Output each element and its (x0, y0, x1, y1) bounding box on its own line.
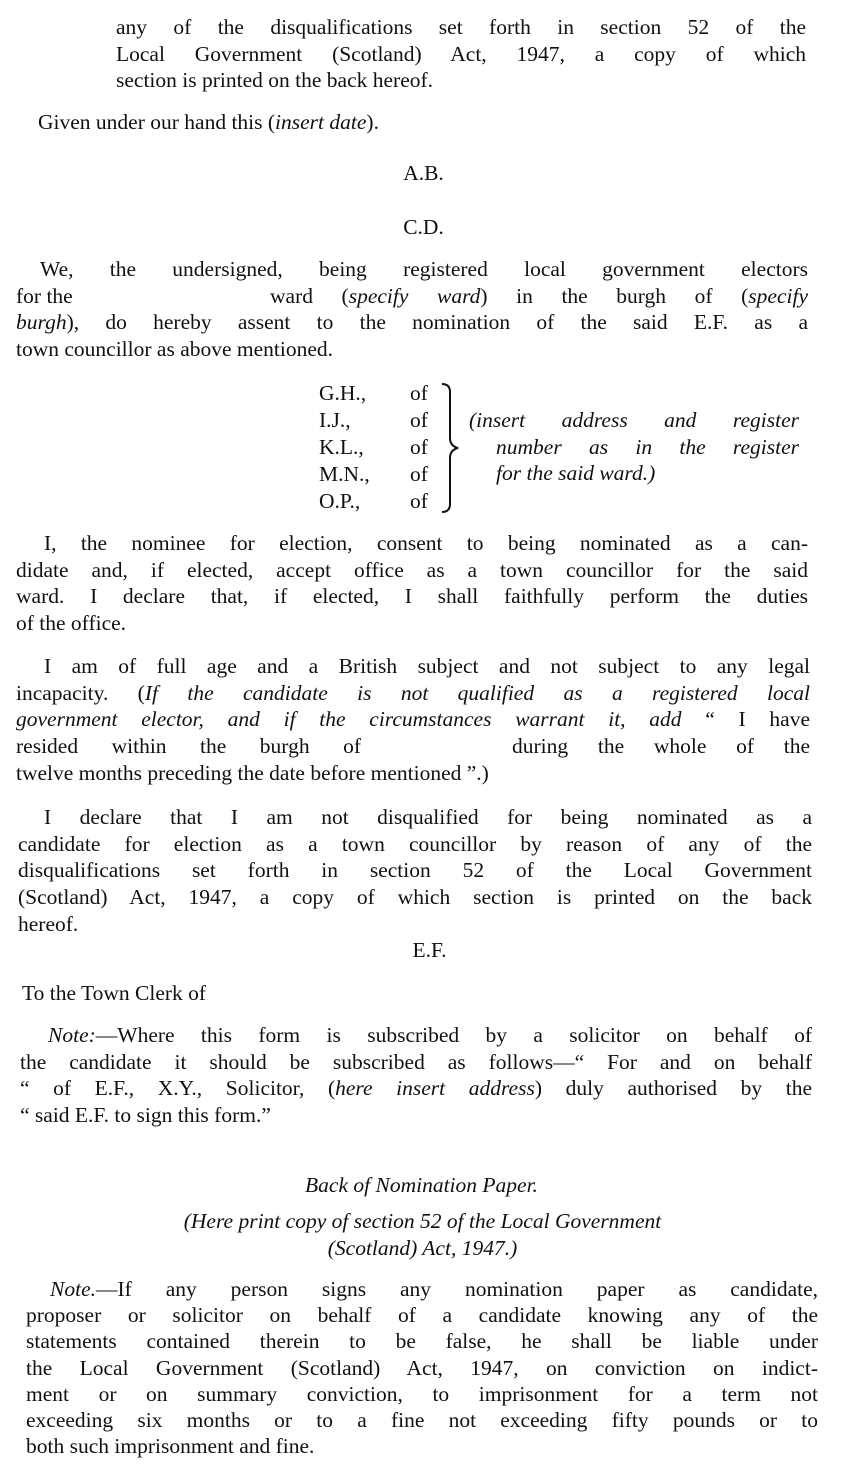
signatories-block: G.H., of I.J., of K.L., of M.N., of O.P., of (insert address and register number as in the register for the said ward.) (319, 381, 799, 513)
line: Local Government (Scotland) Act, 1947, a copy of which (116, 41, 806, 66)
disqualification-paragraph (116, 14, 806, 94)
age-paragraph: I am of full age and a British subject and not subject to any legal incapacity. (If the candidate is not qualified as a registered local government elector, and if the circumstances warrant it, add “ I have resided within the burgh of during the whole of the twelve months preceding the date before mentioned ”.) (16, 654, 810, 785)
penalty-note: Note.—If any person signs any nomination paper as candidate, proposer or solicitor on behalf of a candidate knowing any of the statements contained therein to be false, he shall be liable under the Local Government (Scotland) Act, 1947, on conviction on indict- ment or on summary conviction, to imprisonment for a term not exceeding six months or to a fine not exceeding fifty pounds or to both such imprisonment and fine. (26, 1277, 818, 1459)
line: for the ward (specify ward) in the burgh of (specify (16, 283, 808, 308)
line: section is printed on the back hereof. (116, 68, 434, 93)
line: burgh), do hereby assent to the nomination of the said E.F. as a (16, 310, 808, 335)
back-title: Back of Nomination Paper. (305, 1173, 538, 1197)
given-under-hand: Given under our hand this (insert date). (38, 110, 379, 134)
right-brace (440, 382, 464, 514)
consent-paragraph: I, the nominee for election, consent to being nominated as a can- didate and, if elected, accept office as a town councillor for the said ward. I declare that, if elected, I shall faithfully perform the duties of the office. (16, 531, 808, 636)
line: We, the undersigned, being registered local government electors (40, 257, 808, 281)
town-clerk-line: To the Town Clerk of (22, 981, 207, 1005)
signature-ab: A.B. (403, 161, 444, 185)
assent-paragraph (16, 256, 808, 363)
signature-cd: C.D. (403, 215, 444, 239)
declaration-paragraph: I declare that I am not disqualified for being nominated as a candidate for election as a town councillor by reason of any of the disqualifications set forth in section 52 of the Local Government (Scotland) Act, 1947, a copy of which section is printed on the back hereof. (18, 805, 812, 936)
line: any of the disqualifications set forth in section 52 of the (116, 15, 806, 39)
line: town councillor as above mentioned. (16, 337, 334, 362)
brace-note: (insert address and register number as in the register for the said ward.) (469, 408, 799, 486)
solicitor-note: Note:—Where this form is subscribed by a solicitor on behalf of the candidate it should be subscribed as follows—“ For and on behalf “ of E.F., X.Y., Solicitor, (here insert address) duly authorised by the “ said E.F. to sign this form.” (20, 1023, 812, 1128)
signature-ef: E.F. (412, 938, 447, 962)
back-subtitle: (Here print copy of section 52 of the Local Government (Scotland) Act, 1947.) (183, 1209, 662, 1260)
